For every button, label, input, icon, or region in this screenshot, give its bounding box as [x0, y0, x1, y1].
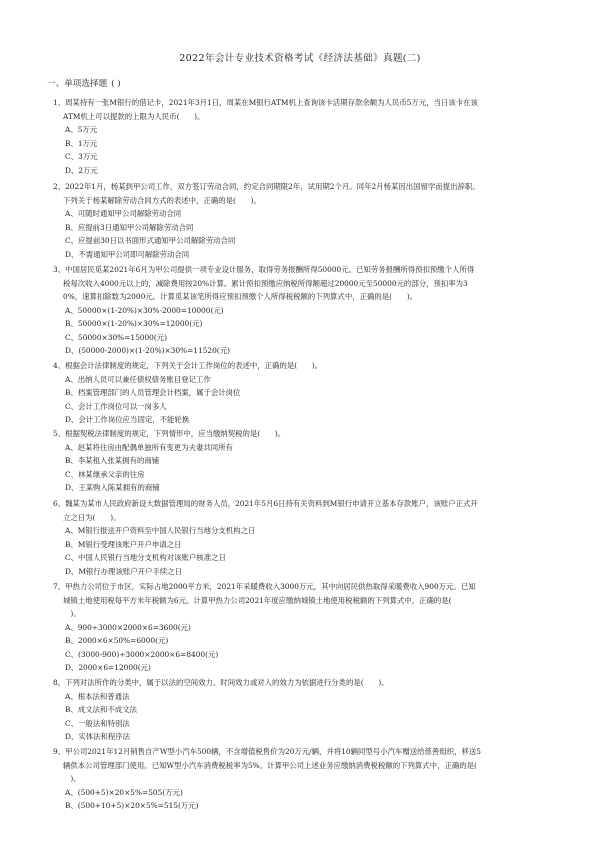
question-stem-line: 3、中国居民觅某2021年6月为甲公司提供一项专业设计服务，取得劳务报酬所得50000元。已知劳务报酬所得预扣预缴个人所得: [53, 265, 475, 274]
answer-option[interactable]: C、(3000-900)÷3000×2000×6=8400(元): [65, 649, 219, 659]
question-stem-line: 税每次收入4000元以上的，减除费用按20%计算。累计预扣预缴应纳税所得额超过20000元至50000元的部分，预扣率为3: [63, 278, 468, 288]
answer-option[interactable]: B、成文法和不成文法: [65, 705, 137, 714]
question-1: [53, 96, 573, 177]
question-stem-line: 5、根据契税法律制度的规定，下列情形中，应当缴纳契税的是( )。: [53, 429, 286, 438]
answer-option[interactable]: A、可随时通知甲公司解除劳动合同: [65, 209, 182, 218]
answer-option[interactable]: A、赵某将住房由配偶单独所有变更为夫妻共同所有: [65, 442, 233, 452]
question-3: [53, 263, 573, 358]
answer-option[interactable]: B、李某租入张某拥有的商铺: [65, 456, 160, 465]
question-stem-line: 1、周某持有一张M银行的借记卡，2021年3月1日，周某在M银行ATM机上查询该卡活期存款余额为人民币5万元，当日该卡在该: [53, 98, 478, 107]
question-stem-line: 2、2022年1月，杨某到甲公司工作，双方签订劳动合同，约定合同期限2年，试用期2个月。同年2月杨某因出国留学而提出辞职。: [53, 182, 480, 191]
section-heading: [47, 77, 121, 89]
question-9: [53, 745, 573, 813]
question-5: [53, 427, 573, 495]
answer-option[interactable]: C、一般法和特别法: [65, 718, 130, 728]
answer-option[interactable]: A、出纳人员可以兼任债权债务账目登记工作: [65, 374, 211, 384]
answer-option[interactable]: B、M银行受理该账户开户申请之日: [65, 539, 182, 549]
answer-option[interactable]: D、2万元: [65, 165, 98, 175]
answer-option[interactable]: C、会计工作岗位可以一岗多人: [65, 401, 167, 411]
answer-option[interactable]: B、1万元: [65, 138, 98, 148]
answer-option[interactable]: B、应提前3日通知甲公司解除劳动合同: [65, 222, 194, 232]
question-stem-line: 4、根据会计法律制度的规定，下列关于会计工作岗位的表述中，正确的是( )。: [53, 361, 323, 370]
answer-option[interactable]: A、900÷3000×2000×6=3600(元): [65, 622, 191, 632]
answer-option[interactable]: A、(500+5)×20×5%=505(万元): [65, 787, 183, 797]
question-stem-line: 城镇土地使用税每平方米年税额为6元。计算甲热力公司2021年度应缴纳城镇土地使用税税额的下列算式中，正确的是(: [63, 595, 452, 605]
answer-option[interactable]: C、3万元: [65, 152, 98, 161]
answer-option[interactable]: D、M银行办理该账户开户手续之日: [65, 566, 182, 576]
answer-option[interactable]: D、不需通知甲公司即可解除劳动合同: [65, 249, 190, 259]
question-stem-line: 下列关于杨某解除劳动合同方式的表述中，正确的是( )。: [63, 195, 261, 205]
question-stem-line: 9、甲公司2021年12月销售自产W型小汽车500辆，不含增值税售价为20万元/辆，并将10辆同型号小汽车赠送给慈善组织，移送5: [53, 747, 481, 756]
question-stem-line: 6、魏某为某市人民政府新设大数据管理局的财务人员，2021年5月6日持有关资料到M银行申请开立基本存款账户，该账户正式开: [53, 499, 478, 508]
answer-option[interactable]: B、2000×6×50%=6000(元): [65, 636, 169, 645]
answer-option[interactable]: C、应提前30日以书面形式通知甲公司解除劳动合同: [65, 236, 236, 245]
document-title: 2022年会计专业技术资格考试《经济法基础》真题(二): [179, 53, 421, 64]
answer-option[interactable]: D、2000×6=12000(元): [65, 663, 151, 672]
question-stem-line: 立之日为( )。: [63, 512, 121, 522]
question-stem-line: ATM机上可以提款的上限为人民币( )。: [63, 111, 205, 121]
question-stem-line: )。: [63, 774, 81, 783]
answer-option[interactable]: A、M银行报送开户资料至中国人民银行当地分支机构之日: [65, 526, 256, 535]
answer-option[interactable]: A、根本法和普通法: [65, 691, 130, 701]
question-stem-line: )。: [63, 609, 81, 618]
answer-option[interactable]: A、50000×(1-20%)×30%-2000=10000(元): [65, 305, 224, 315]
question-stem-line: 0%，速算扣除数为2000元。计算觅某该笔所得应预扣预缴个人所得税税额的下列算式中，正确的是( )。: [63, 292, 418, 301]
question-4: [53, 359, 573, 427]
question-6: [53, 497, 573, 578]
section-label: 一、单项选择题: [47, 79, 108, 89]
answer-option[interactable]: B、(500+10+5)×20×5%=515(万元): [65, 801, 199, 810]
question-stem-line: 7、甲热力公司位于市区，实际占地2000平方米，2021年采暖费收入3000万元，其中向居民供热取得采暖费收入900万元。已知: [53, 582, 476, 591]
answer-option[interactable]: C、中国人民银行当地分支机构对该账户核准之日: [65, 553, 226, 562]
answer-option[interactable]: A、5万元: [65, 125, 98, 134]
question-7: [53, 580, 573, 675]
answer-option[interactable]: C、50000×30%=15000(元): [65, 332, 168, 342]
question-stem-line: 辆供本公司管理部门使用。已知W型小汽车消费税税率为5%。计算甲公司上述业务应缴纳消费税税额的下列算式中，正确的是(: [63, 760, 477, 770]
question-stem-line: 8、下列对法所作的分类中，属于以法的空间效力、时间效力或对人的效力为依据进行分类的是( )。: [53, 678, 389, 687]
answer-option[interactable]: D、(50000-2000)×(1-20%)×30%=11520(元): [65, 346, 230, 355]
answer-option[interactable]: D、实体法和程序法: [65, 732, 131, 741]
question-2: [53, 180, 573, 261]
answer-option[interactable]: B、50000×(1-20%)×30%=12000(元): [65, 319, 203, 328]
answer-option[interactable]: D、会计工作岗位应当固定，不能轮换: [65, 415, 190, 424]
section-paren: ( ): [111, 79, 121, 89]
answer-option[interactable]: B、档案管理部门的人员管理会计档案，属于会计岗位: [65, 388, 241, 397]
question-8: [53, 676, 573, 744]
answer-option[interactable]: C、林某继承父亲的住房: [65, 469, 145, 479]
answer-option[interactable]: D、王某购入陈某拥有的商铺: [65, 483, 160, 492]
